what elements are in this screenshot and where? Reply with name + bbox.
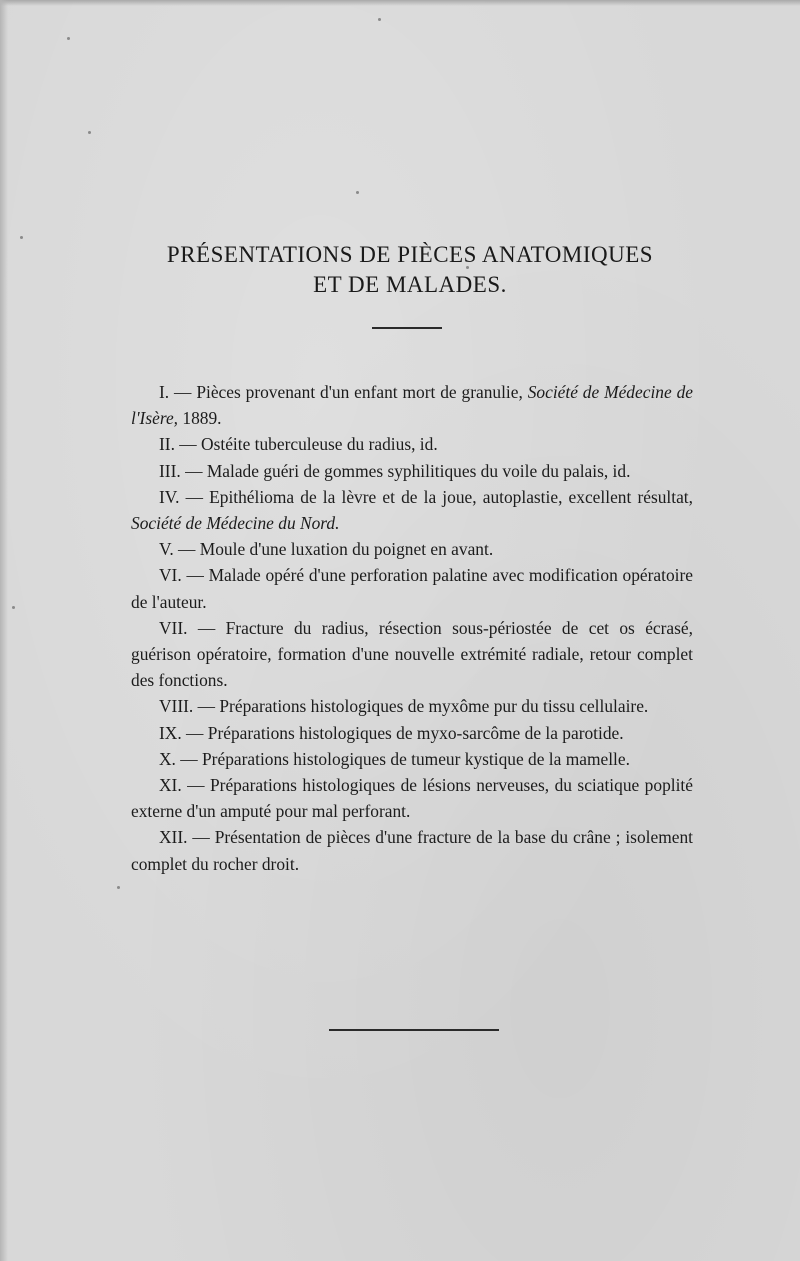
list-item [131, 720, 693, 746]
entry-numeral: XII. — [159, 827, 210, 848]
paper-speck [88, 131, 91, 134]
entry-text: Préparations histologiques de lésions nerveuses, du sciatique poplité externe d'un amputé pour mal perforant. [131, 775, 693, 822]
list-item [131, 536, 693, 562]
list-item [131, 431, 693, 457]
entry-source: Société de Médecine de l'Isère, [131, 382, 693, 429]
page-left-shadow [0, 0, 8, 1261]
list-item [131, 772, 693, 824]
title-line-1: PRÉSENTATIONS DE PIÈCES ANATOMIQUES [166, 242, 654, 267]
entry-numeral: X. — [159, 748, 198, 769]
list-item [131, 746, 693, 772]
entry-text: Pièces provenant d'un enfant mort de granulie, [196, 382, 523, 402]
entry-numeral: VII. — [159, 617, 216, 638]
entry-numeral: VI. — [159, 565, 204, 586]
list-item [131, 562, 693, 614]
entry-text: Moule d'une luxation du poignet en avant. [199, 539, 494, 560]
entry-source: Société de Médecine du Nord. [131, 513, 340, 534]
title-line-2: ET DE MALADES. [313, 272, 507, 297]
entry-text: Fracture du radius, résection sous-périostée de cet os écrasé, guérison opératoire, formation d'une nouvelle extrémité radiale, retour complet des fonctions. [131, 617, 693, 691]
entry-text: Préparations histologiques de tumeur kystique de la mamelle. [202, 748, 630, 769]
paper-speck [67, 37, 70, 40]
entry-numeral: V. — [159, 539, 196, 560]
paper-speck [378, 18, 381, 21]
list-item [131, 824, 693, 876]
end-divider [329, 1029, 499, 1031]
title-divider [372, 327, 442, 329]
entry-text: Epithélioma de la lèvre et de la joue, autoplastie, excellent résultat, [209, 486, 693, 507]
entry-numeral: VIII. — [159, 696, 216, 717]
entry-text: Présentation de pièces d'une fracture de la base du crâne ; isolement complet du rocher droit. [131, 827, 693, 874]
entry-numeral: I. — [159, 382, 192, 402]
list-item [131, 484, 693, 536]
entry-numeral: IX. — [159, 722, 204, 743]
paper-speck [356, 191, 359, 194]
presentation-list [131, 379, 693, 877]
page-top-shadow [0, 0, 800, 6]
entry-text: Malade guéri de gommes syphilitiques du voile du palais, id. [206, 460, 631, 481]
entry-numeral: XI. — [159, 775, 205, 796]
list-item [131, 379, 693, 431]
entry-text: Ostéite tuberculeuse du radius, id. [201, 434, 438, 455]
paper-speck [12, 606, 15, 609]
list-item [131, 693, 693, 719]
entry-text: Préparations histologiques de myxôme pur du tissu cellulaire. [219, 696, 649, 717]
entry-text: Préparations histologiques de myxo-sarcôme de la parotide. [207, 722, 624, 743]
list-item [131, 458, 693, 484]
paper-speck [20, 236, 23, 239]
list-item [131, 615, 693, 694]
entry-text: Malade opéré d'une perforation palatine avec modification opératoire de l'auteur. [131, 565, 694, 612]
entry-year: 1889. [182, 408, 222, 429]
entry-numeral: III. — [159, 460, 203, 481]
page-title [100, 240, 720, 300]
entry-numeral: II. — [159, 434, 197, 455]
entry-numeral: IV. — [159, 486, 203, 507]
paper-speck [117, 886, 120, 889]
